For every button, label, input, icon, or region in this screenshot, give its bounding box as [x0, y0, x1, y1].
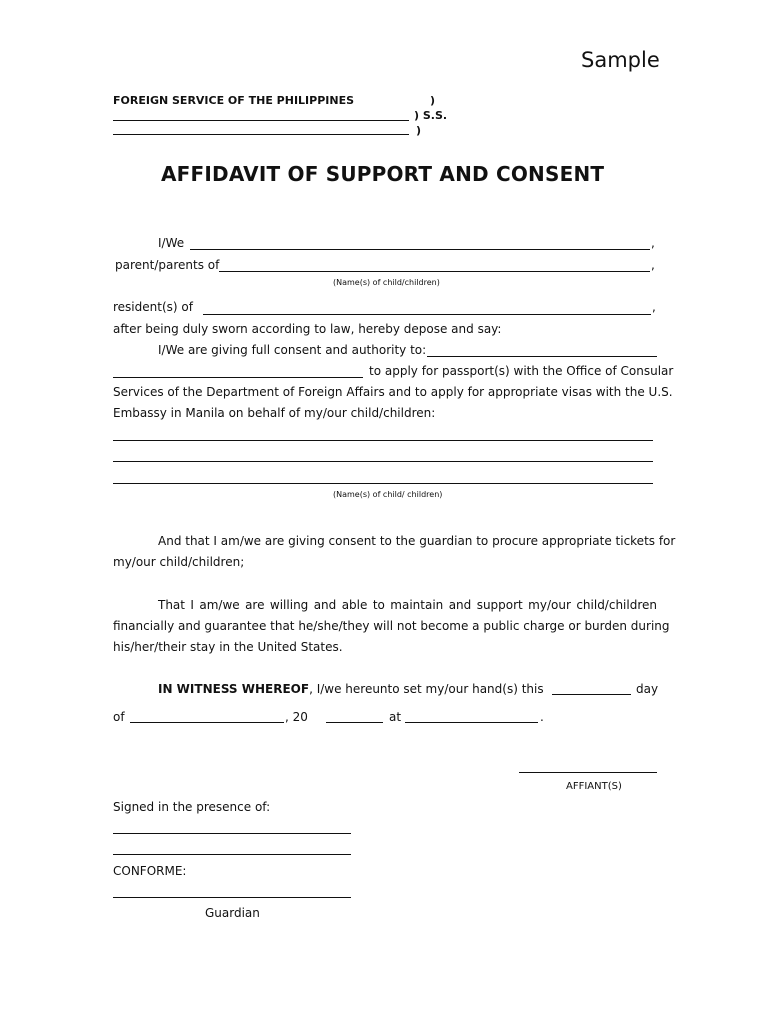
signed-presence-label: Signed in the presence of:	[113, 800, 271, 814]
place-period: .	[540, 710, 544, 724]
header-paren-1: )	[430, 94, 436, 107]
foreign-service-header: FOREIGN SERVICE OF THE PHILIPPINES	[113, 94, 355, 107]
witness-line	[158, 682, 544, 696]
parents-comma: ,	[651, 258, 655, 272]
year-prefix: , 20	[285, 710, 308, 724]
children-line-2[interactable]	[113, 461, 653, 462]
place-line[interactable]	[405, 722, 538, 723]
witness-signature-line-1[interactable]	[113, 833, 351, 834]
guardian-name-line[interactable]	[427, 356, 657, 357]
guardian-signature-line[interactable]	[113, 897, 351, 898]
conforme-label: CONFORME:	[113, 864, 187, 878]
header-paren-3: )	[416, 124, 422, 137]
guardian-name-line-2[interactable]	[113, 377, 363, 378]
child-name-line[interactable]	[219, 271, 650, 272]
affiants-label: AFFIANT(S)	[566, 781, 622, 792]
guardian-paragraph-line-1: And that I am/we are giving consent to the guardian to procure appropriate tickets for	[158, 534, 676, 548]
of-label: of	[113, 710, 125, 724]
child-name-caption: (Name(s) of child/children)	[333, 278, 440, 287]
guardian-label: Guardian	[205, 906, 260, 920]
month-line[interactable]	[130, 722, 284, 723]
witness-bold: IN WITNESS WHEREOF	[158, 682, 310, 696]
affiant-signature-line[interactable]	[519, 772, 657, 773]
day-line[interactable]	[552, 694, 631, 695]
children-line-1[interactable]	[113, 440, 653, 441]
children-line-3[interactable]	[113, 483, 653, 484]
apply-passport-text: to apply for passport(s) with the Office of Consular	[369, 364, 674, 378]
iwe-comma: ,	[651, 236, 655, 250]
parents-of-label: parent/parents of	[115, 258, 220, 272]
iwe-name-line[interactable]	[190, 249, 650, 250]
witness-rest: , I/we hereunto set my/our hand(s) this	[309, 682, 544, 696]
iwe-label: I/We	[158, 236, 185, 250]
witness-signature-line-2[interactable]	[113, 854, 351, 855]
header-ss: ) S.S.	[414, 109, 448, 122]
support-paragraph-line-1: That I am/we are willing and able to maintain and support my/our child/children	[158, 598, 657, 612]
support-paragraph-line-3: his/her/their stay in the United States.	[113, 640, 343, 654]
document-title: AFFIDAVIT OF SUPPORT AND CONSENT	[161, 162, 605, 186]
residence-line[interactable]	[203, 314, 651, 315]
sample-watermark: Sample	[581, 48, 660, 72]
embassy-line: Embassy in Manila on behalf of my/our child/children:	[113, 406, 436, 420]
header-blank-line-3[interactable]	[113, 134, 409, 135]
support-paragraph-line-2: financially and guarantee that he/she/they will not become a public charge or burden during	[113, 619, 670, 633]
sworn-statement: after being duly sworn according to law, hereby depose and say:	[113, 322, 502, 336]
guardian-paragraph-line-2: my/our child/children;	[113, 555, 245, 569]
residence-comma: ,	[652, 300, 656, 314]
consent-label: I/We are giving full consent and authority to:	[158, 343, 427, 357]
year-line[interactable]	[326, 722, 383, 723]
services-line: Services of the Department of Foreign Affairs and to apply for appropriate visas with the U.S.	[113, 385, 673, 399]
day-label: day	[636, 682, 659, 696]
residents-label: resident(s) of	[113, 300, 193, 314]
header-blank-line-2[interactable]	[113, 120, 409, 121]
children-caption: (Name(s) of child/ children)	[333, 490, 443, 499]
at-label: at	[389, 710, 402, 724]
